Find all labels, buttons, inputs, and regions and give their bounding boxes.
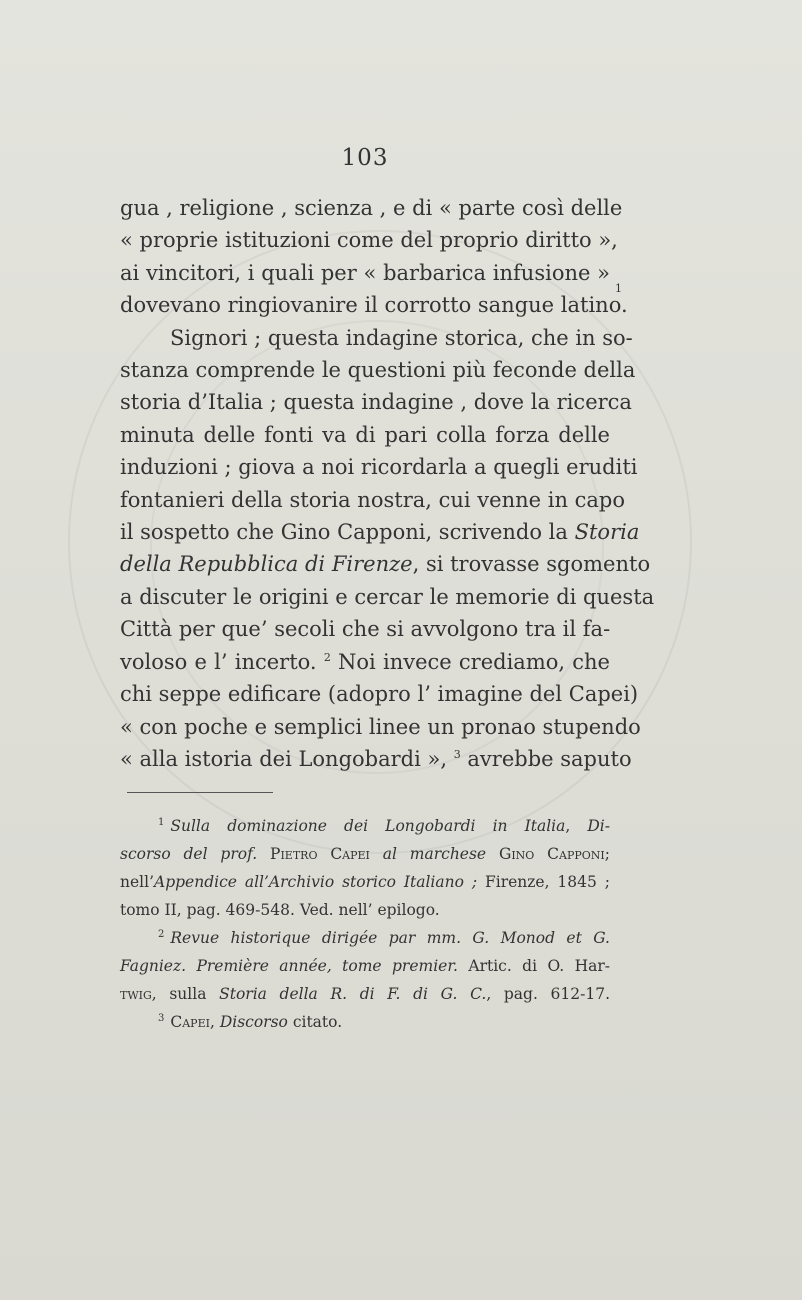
text-line-content: dovevano ringiovanire il corrotto sangue latino. [120, 293, 628, 318]
footnote-text-italic: al marchese [382, 845, 487, 863]
text-line [120, 743, 632, 775]
italic-title: della Repubblica di Firenze [120, 552, 413, 577]
text-line: storia d’Italia ; questa indagine , dove la ricerca [120, 390, 632, 415]
text-line: gua , religione , scienza , e di « parte così delle [120, 196, 623, 220]
footnote-title: Fagniez. Première année, tome premier. [120, 957, 458, 975]
footnote-author: Pietro Capei [257, 845, 383, 863]
footnote-text: , [209, 1013, 220, 1031]
footnote-line [120, 1008, 610, 1036]
text-line: ai vincitori, i quali per « barbarica infusione » [120, 260, 610, 285]
text-line: « con poche e semplici linee un pronao stupendo [120, 714, 641, 739]
footnote-number: 3 [158, 1012, 165, 1024]
footnote-2 [120, 924, 610, 1008]
text-line: dovevano ringiovanire il corrotto sangue latino. 1 [120, 282, 628, 318]
footnote-text: Firenze, 1845 ; [477, 873, 610, 891]
text-line: fontanieri della storia nostra, cui venne in capo [120, 487, 626, 512]
text-segment: voloso e l’ incerto. [120, 649, 317, 674]
footnote-line [120, 840, 610, 868]
text-segment: il sospetto che Gino Capponi, scrivendo la [120, 520, 568, 545]
footnote-line [120, 868, 610, 896]
footnotes [120, 812, 610, 1036]
text-line: stanza comprende le questioni più feconde della [120, 358, 636, 383]
text-line: induzioni ; giova a noi ricordarla a quegli eruditi [120, 455, 638, 480]
text-line: chi seppe edificare (adopro l’ imagine del Capei) [120, 682, 639, 707]
footnote-author: twig [120, 985, 152, 1003]
footnote-text: , sulla [151, 985, 220, 1003]
text-line: minuta delle fonti va di pari colla forza delle [120, 422, 610, 447]
footnote-text: nell’ [120, 873, 154, 891]
footnote-title: Storia della R. di F. di G. C. [219, 985, 487, 1003]
footnote-text: Artic. di O. Har- [457, 957, 610, 975]
text-segment: avrebbe saputo [467, 746, 632, 771]
footnote-title: Discorso [219, 1013, 288, 1031]
footnote-text: , [565, 817, 588, 835]
footnote-number: 1 [158, 816, 165, 828]
footnote-author: Capei [170, 1013, 210, 1031]
footnote-author: Gino Capponi; [486, 845, 610, 863]
text-line: a discuter le origini e cercar le memorie di questa [120, 584, 655, 609]
italic-title: Storia [574, 520, 640, 545]
footnote-1 [120, 812, 610, 924]
text-line: Città per que’ secoli che si avvolgono tra il fa- [120, 617, 611, 642]
body-text [120, 192, 655, 775]
text-segment: Noi invece crediamo, che [338, 649, 610, 674]
footnote-text-italic: Di- [587, 817, 610, 835]
paragraph-start-line: Signori ; questa indagine storica, che in so- [170, 325, 633, 350]
text-line [120, 548, 651, 580]
text-line: « proprie istituzioni come del proprio diritto », [120, 228, 618, 253]
footnote-3 [120, 1008, 610, 1036]
text-line [120, 646, 610, 678]
footnote-line [120, 952, 610, 980]
text-segment: « alla istoria dei Longobardi », [120, 746, 448, 771]
footnote-ref-2: 2 [323, 650, 331, 664]
footnote-text: citato. [287, 1013, 343, 1031]
page-number: 103 [341, 145, 389, 171]
text-segment: , si trovasse sgomento [412, 552, 651, 577]
footnote-line [120, 924, 610, 952]
footnote-title: Appendice all’Archivio storico Italiano ; [154, 873, 478, 891]
footnote-text: , pag. 612-17. [486, 985, 611, 1003]
footnote-ref-3: 3 [453, 747, 461, 761]
footnote-title: Revue historique dirigée par mm. G. Monod et G. [170, 929, 610, 947]
footnote-number: 2 [158, 928, 165, 940]
footnote-text-italic: scorso del prof. [120, 845, 258, 863]
footnote-line: tomo II, pag. 469-548. Ved. nell’ epilogo. [120, 901, 440, 919]
footnote-line [120, 980, 610, 1008]
footnote-title: Sulla dominazione dei Longobardi in Italia [170, 817, 566, 835]
text-line [120, 516, 640, 548]
footnote-line [120, 812, 610, 840]
footnote-separator [127, 792, 273, 793]
